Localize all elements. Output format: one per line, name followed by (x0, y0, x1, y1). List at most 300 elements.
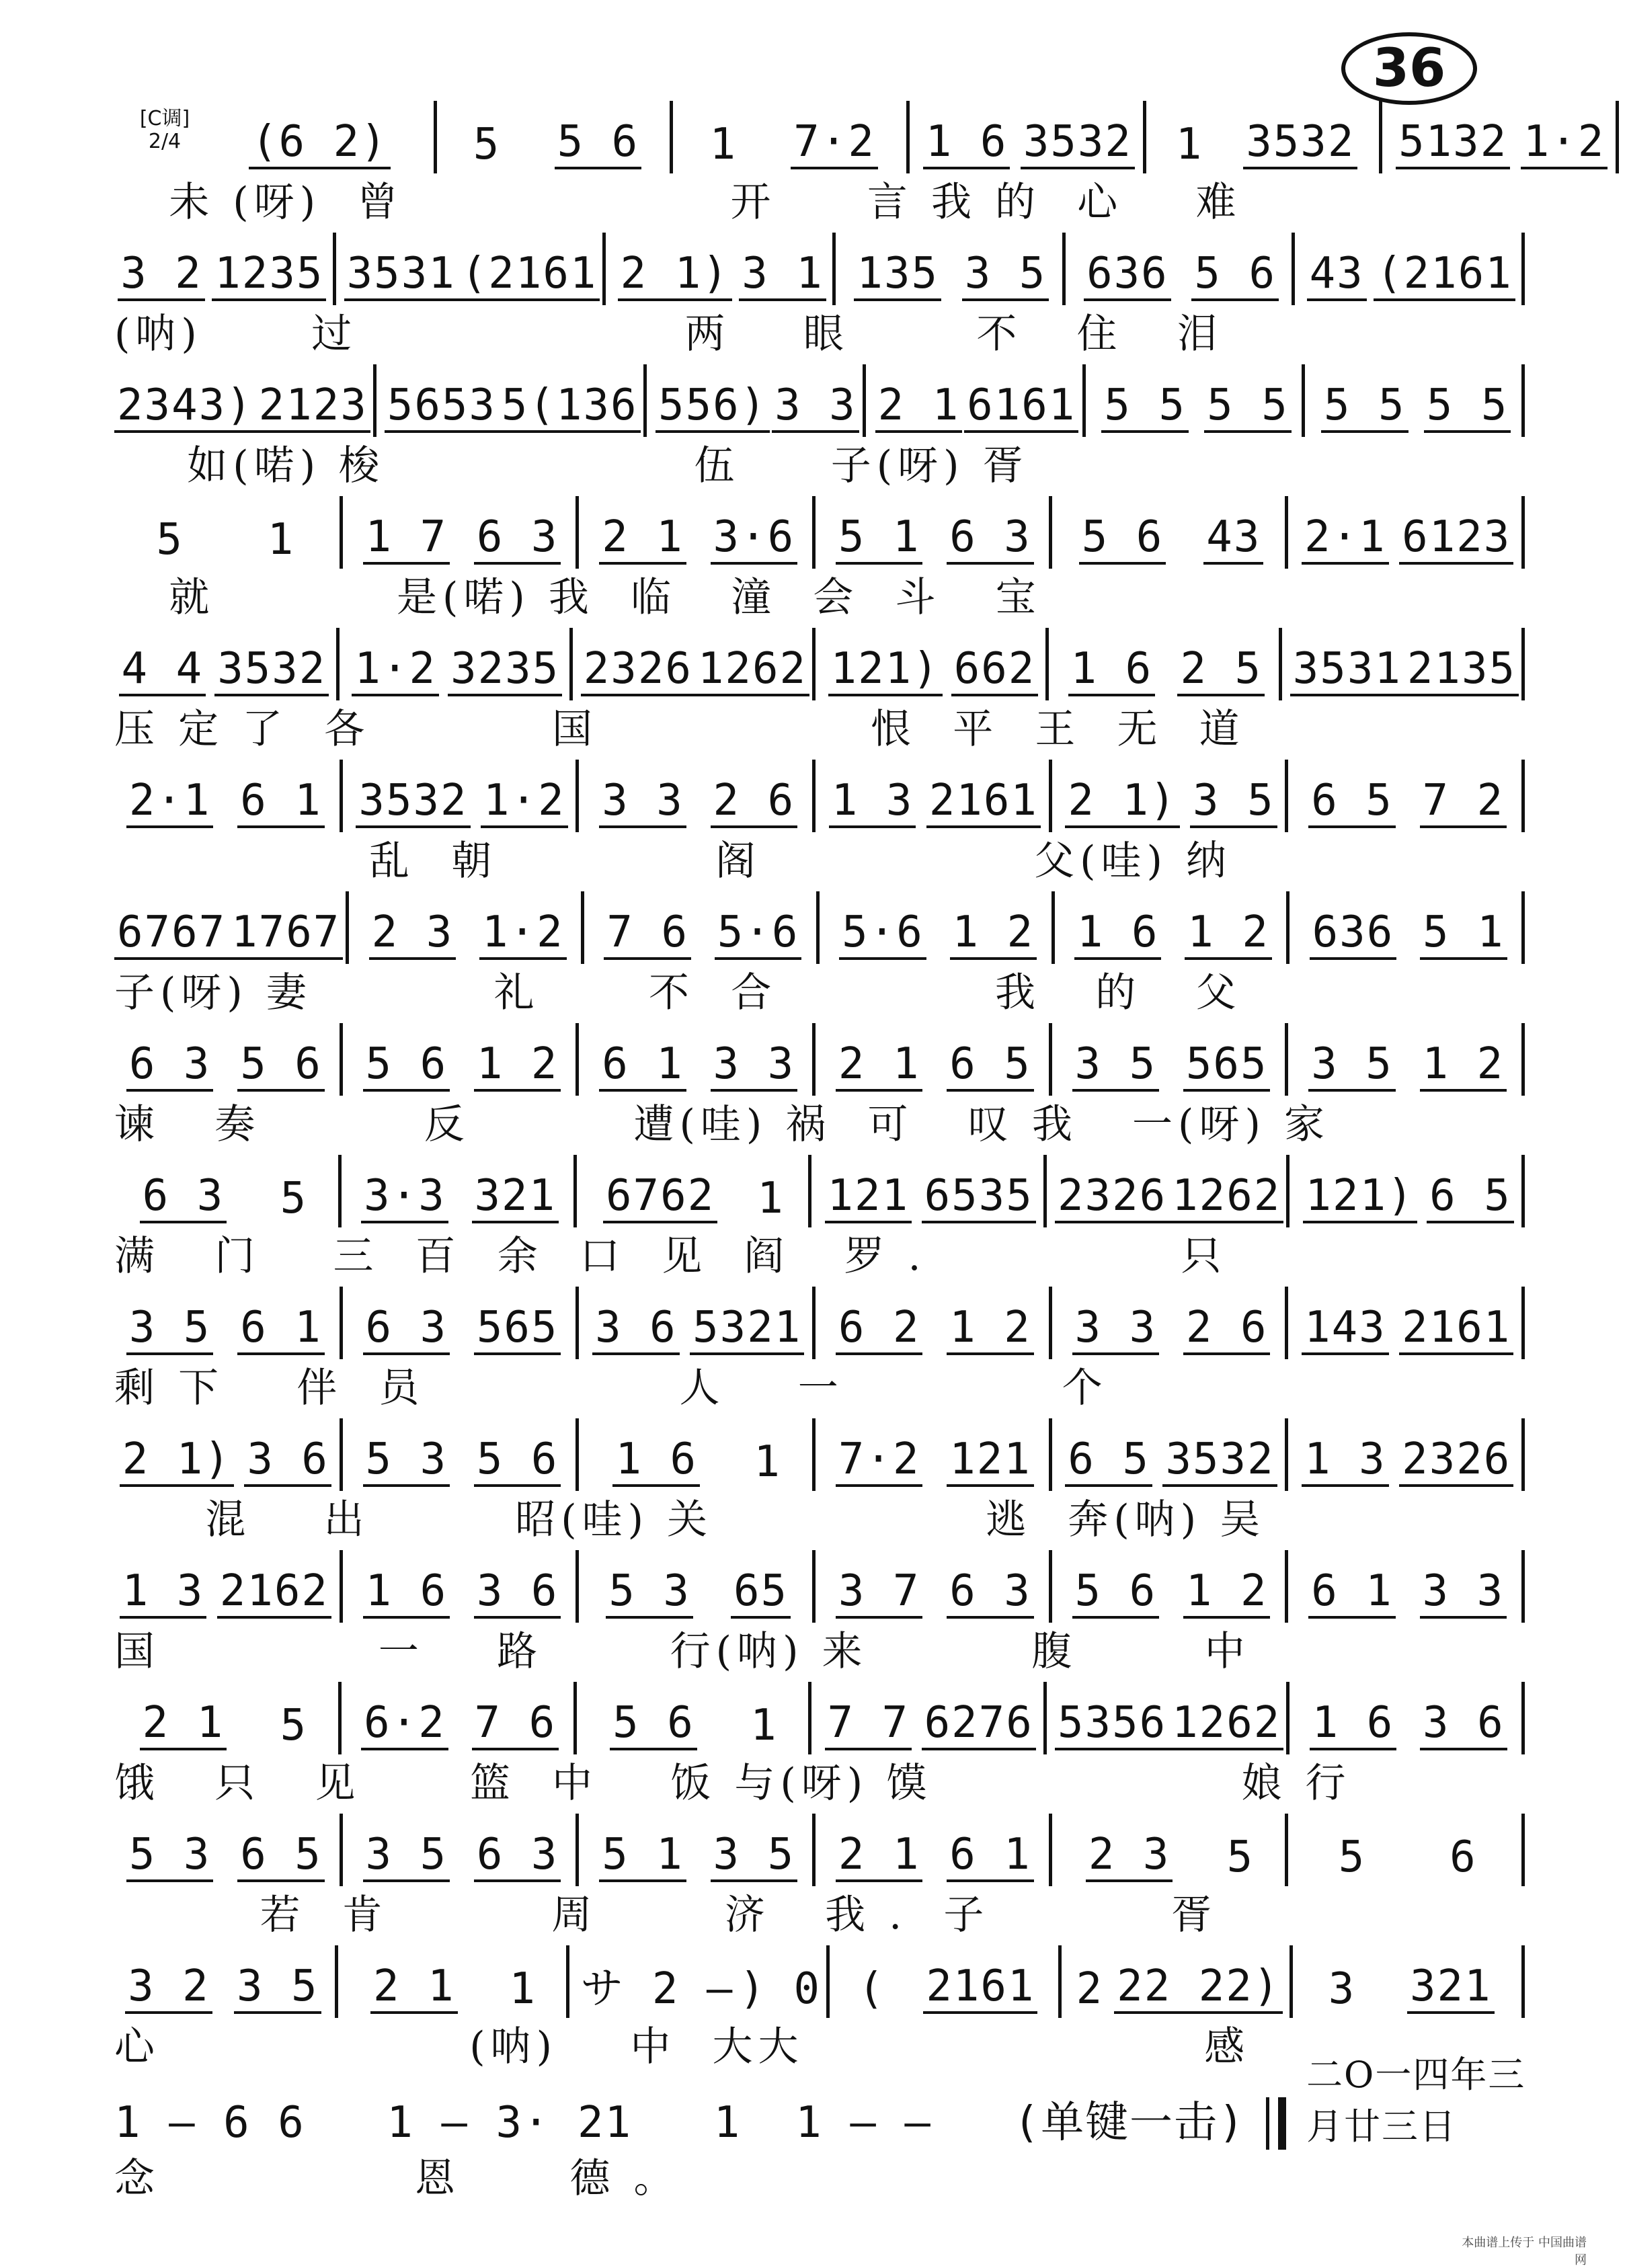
barline (1521, 1814, 1530, 1886)
barline (1379, 101, 1388, 173)
measure (1060, 1831, 1283, 1886)
measure (351, 1831, 573, 1886)
beat-group: 6 1 (599, 1041, 686, 1092)
final-notes-row (114, 2054, 1533, 2150)
beat-group: 321 (1407, 1963, 1495, 2014)
measure (114, 1041, 337, 1096)
score-system (114, 496, 1533, 628)
barline (1521, 364, 1530, 437)
measure (445, 118, 668, 173)
notes-row (114, 891, 1533, 964)
measure (828, 909, 1049, 964)
beat-group: 2 1 (140, 1699, 227, 1750)
measure (1060, 1436, 1283, 1491)
beat-group: 121) (1303, 1172, 1417, 1223)
key-time-signature: [C调] 2/4 (139, 107, 190, 153)
barline (346, 891, 354, 964)
beat-group: 1 2 (947, 1304, 1034, 1355)
score-system (114, 1550, 1533, 1682)
beat-group: 2326 (581, 645, 695, 696)
measure (357, 909, 578, 964)
beat-group: 5 1 (836, 514, 923, 565)
beat-group: 5 6 (474, 1436, 561, 1487)
barline (643, 364, 652, 437)
beat-group: 1 (757, 1174, 785, 1223)
beat-group: 1767 (229, 909, 343, 960)
score-system (114, 891, 1533, 1023)
beat-group: 6 2 (836, 1304, 923, 1355)
beat-group: 5 6 (363, 1041, 450, 1092)
beat-group: 3 3 (772, 382, 859, 433)
beat-group: 1262 (1169, 1699, 1283, 1750)
measure (1298, 1699, 1519, 1754)
beat-group: 3 (1328, 1964, 1356, 2014)
beat-group: 1 (709, 120, 737, 169)
measure (114, 1304, 337, 1359)
measure (1060, 1304, 1283, 1359)
beat-group: 3 5 (1072, 1041, 1160, 1092)
barline (1521, 1155, 1530, 1227)
measure (1390, 118, 1613, 173)
beat-group: 6276 (922, 1699, 1036, 1750)
barline (1521, 233, 1530, 305)
beat-group: 7 7 (825, 1699, 912, 1750)
measure (655, 382, 861, 437)
barline (1521, 1418, 1530, 1491)
notes-row (114, 364, 1533, 437)
measure (587, 1041, 809, 1096)
beat-group: 1262 (695, 645, 809, 696)
measure (114, 1699, 335, 1754)
measure (1298, 909, 1519, 964)
beat-group: 3 5 (126, 1304, 214, 1355)
barline (808, 1682, 817, 1754)
beat-group: 3 5 (363, 1831, 450, 1882)
beat-group: 2 6 (711, 777, 798, 828)
measure (824, 1041, 1046, 1096)
barline (1521, 1945, 1530, 2018)
notes-row (114, 1023, 1533, 1096)
barline (812, 1418, 821, 1491)
barline (812, 1287, 821, 1359)
barline (1051, 891, 1060, 964)
lyrics-row: 国 一 路 行(呐) 来 腹 中 (114, 1628, 1251, 1675)
beat-group: 2135 (1404, 645, 1519, 696)
beat-group: 6 1 (947, 1831, 1034, 1882)
notes-row (114, 233, 1533, 305)
beat-group: 121 (825, 1172, 912, 1223)
measure (824, 1436, 1046, 1491)
beat-group: 3 5 (711, 1831, 798, 1882)
barline (1286, 1155, 1295, 1227)
barline (1521, 891, 1530, 964)
beat-group: (2161 (459, 250, 600, 301)
barline (808, 1155, 817, 1227)
measure (1154, 118, 1377, 173)
barline (1285, 1023, 1294, 1096)
barline (1062, 233, 1071, 305)
beat-group: 1·2 (481, 777, 568, 828)
barline (1302, 364, 1310, 437)
beat-group: 5 (1338, 1832, 1366, 1882)
beat-group: 2123 (256, 382, 370, 433)
barline (581, 891, 590, 964)
barline (812, 496, 821, 569)
beat-group: 2 1) (618, 250, 732, 301)
lyrics-row: 剩 下 伴 员 人 一 个 (114, 1365, 1108, 1412)
beat-group: 3 5 (234, 1963, 321, 2014)
beat-group: 565 (474, 1304, 561, 1355)
beat-group: 1 6 (1074, 909, 1162, 960)
measure (918, 118, 1140, 173)
beat-group: 2161 (1399, 1304, 1513, 1355)
beat-group: 3 5 (962, 250, 1049, 301)
beat-group: 2 6 (1183, 1304, 1271, 1355)
barline (1043, 1155, 1052, 1227)
beat-group: 3 6 (1420, 1699, 1507, 1750)
notes-row (114, 628, 1533, 700)
beat-group: 3235 (448, 645, 562, 696)
barline (1285, 1550, 1294, 1623)
beat-group: 5 3 (126, 1831, 214, 1882)
beat-group: 5·6 (839, 909, 926, 960)
measure (1060, 514, 1283, 569)
beat-group: 5 (473, 120, 501, 169)
beat-group: 3 6 (244, 1436, 331, 1487)
measure (114, 1963, 332, 2018)
beat-group: 6·2 (361, 1699, 448, 1750)
beat-group: ( (858, 1964, 885, 2014)
beat-group: 1235 (212, 250, 326, 301)
beat-group: 1 2 (1185, 909, 1272, 960)
barline (812, 760, 821, 832)
beat-group: 2 1 (875, 382, 963, 433)
measure (585, 1172, 806, 1227)
beat-group: 5 (156, 515, 184, 565)
beat-group: 6161 (964, 382, 1078, 433)
barline (576, 760, 584, 832)
measure (1060, 1041, 1283, 1096)
measure (820, 1172, 1041, 1227)
lyrics-row: (呐) 过 两 眼 不 住 泪 (114, 311, 1223, 358)
measure (1055, 1172, 1283, 1227)
measure (1296, 514, 1519, 569)
date-signature: 二O一四年三月廿三日 (1306, 2054, 1526, 2148)
beat-group: 1·2 (1521, 118, 1608, 169)
beat-group: 22 22) (1114, 1963, 1283, 2014)
beat-group: 5 5 (1204, 382, 1292, 433)
beat-group: 3532 (356, 777, 470, 828)
beat-group: 3 3 (1072, 1304, 1160, 1355)
barline (826, 1945, 835, 2018)
barline (336, 628, 345, 700)
barline (333, 233, 342, 305)
beat-group: 6 3 (126, 1041, 214, 1092)
beat-group: 7 2 (1420, 777, 1507, 828)
beat-group: 3532 (214, 645, 329, 696)
measure (1298, 1172, 1519, 1227)
lyrics-row: 满 门 三 百 余 口 见 阎 罗 . 只 (114, 1233, 1227, 1280)
barline (338, 1682, 347, 1754)
beat-group: 2326 (1055, 1172, 1169, 1223)
beat-group: 2326 (1399, 1436, 1513, 1487)
measure (1296, 1436, 1519, 1491)
lyrics-row: 未 (呀) 曾 开 言 我 的 心 难 (114, 179, 1242, 226)
beat-group: 2 1) (1065, 777, 1179, 828)
measure (350, 1699, 571, 1754)
score-system (114, 628, 1533, 760)
score-system (114, 1682, 1533, 1814)
barline (1285, 760, 1294, 832)
beat-group: 5 3 (363, 1436, 450, 1487)
notes-row (114, 760, 1533, 832)
barline (816, 891, 825, 964)
beat-group: 3 3 (1420, 1568, 1507, 1619)
barline (340, 760, 348, 832)
beat-group: 2 3 (1086, 1831, 1173, 1882)
barline (1049, 496, 1058, 569)
beat-group: 6 3 (474, 1831, 561, 1882)
barline (602, 233, 611, 305)
measure (114, 1568, 337, 1623)
beat-group: 1 (754, 1437, 781, 1487)
beat-group: 5653 (385, 382, 499, 433)
beat-group: 662 (951, 645, 1039, 696)
measure (208, 118, 431, 173)
score-system (114, 1155, 1533, 1287)
beat-group: 2 1 (599, 514, 686, 565)
beat-group: 5321 (690, 1304, 804, 1355)
beat-group: 6 5 (1308, 777, 1396, 828)
beat-group: 1 2 (950, 909, 1037, 960)
beat-group: 5 (1226, 1832, 1255, 1882)
beat-group: 3·3 (361, 1172, 448, 1223)
beat-group: 1 3 (829, 777, 916, 828)
beat-group: 3 3 (711, 1041, 798, 1092)
barline (576, 1418, 584, 1491)
beat-group: 5 6 (237, 1041, 325, 1092)
measure (824, 1304, 1046, 1359)
barline (1049, 1550, 1058, 1623)
barline (1143, 101, 1152, 173)
beat-group: 5 6 (1191, 250, 1279, 301)
barline (1049, 1287, 1058, 1359)
notes-row (114, 1550, 1533, 1623)
beat-group: 5 (280, 1701, 308, 1750)
barline (1279, 628, 1287, 700)
barline (1043, 1682, 1052, 1754)
beat-group: 1 (267, 515, 295, 565)
measure (1313, 382, 1519, 437)
beat-group: 2 1) (120, 1436, 234, 1487)
beat-group: 2343) (114, 382, 256, 433)
measure (581, 645, 809, 700)
beat-group: 6123 (1399, 514, 1513, 565)
barline (812, 1814, 821, 1886)
measure (587, 1436, 809, 1491)
beat-group: 5 5 (1424, 382, 1511, 433)
beat-group: 6762 (603, 1172, 717, 1223)
beat-group: 1 2 (1183, 1568, 1271, 1619)
barline (1286, 1682, 1295, 1754)
measure (1070, 1963, 1287, 2018)
barline (335, 1945, 344, 2018)
site-watermark: 本曲谱上传于 中国曲谱网 (1462, 2236, 1587, 2267)
measure (350, 1172, 571, 1227)
measure (1296, 1834, 1519, 1886)
barline (1286, 891, 1295, 964)
barline (1285, 1287, 1294, 1359)
beat-group: 556) (656, 382, 770, 433)
measure (1296, 1568, 1519, 1623)
final-system (114, 2054, 1533, 2209)
measure (1296, 1304, 1519, 1359)
beat-group: 1 (1175, 120, 1203, 169)
notes-row (114, 101, 1627, 173)
barline (1521, 496, 1530, 569)
beat-group: 7 6 (604, 909, 691, 960)
beat-group: 5 6 (1079, 514, 1166, 565)
beat-group: 6 3 (140, 1172, 227, 1223)
barline (1045, 628, 1054, 700)
measure (351, 777, 573, 832)
lyrics-row: 饿 只 见 篮 中 饭 与(呀) 馍 娘 行 (114, 1760, 1351, 1807)
beat-group: 3 2 (125, 1963, 212, 2014)
beat-group: (2161 (1374, 250, 1515, 301)
score-system (114, 1023, 1533, 1155)
beat-group: 1 2 (1420, 1041, 1507, 1092)
beat-group: 1 6 (1310, 1699, 1397, 1750)
lyrics-row: 如(喏) 梭 伍 子(呀) 胥 (114, 442, 1029, 489)
beat-group: 1·2 (479, 909, 567, 960)
barline (1058, 1945, 1067, 2018)
beat-group: 7·2 (791, 118, 878, 169)
measure (587, 1304, 809, 1359)
barline (373, 364, 382, 437)
beat-group: 7 6 (472, 1699, 559, 1750)
score-system (114, 364, 1533, 496)
measure (838, 1963, 1056, 2018)
measure (578, 1966, 824, 2018)
notes-row (114, 1287, 1533, 1359)
beat-group: 2162 (217, 1568, 331, 1619)
beat-group: 1 6 (923, 118, 1010, 169)
score-system (114, 760, 1533, 891)
beat-group: 6 5 (237, 1831, 325, 1882)
beat-group: 2 5 (1177, 645, 1265, 696)
measure (824, 777, 1046, 832)
measure (114, 250, 330, 305)
beat-group: 3 6 (592, 1304, 680, 1355)
barline (906, 101, 915, 173)
beat-group: 6 (1450, 1832, 1477, 1882)
barline (576, 1023, 584, 1096)
measure (1301, 1963, 1519, 2018)
beat-group: 636 (1084, 250, 1171, 301)
measure (351, 1568, 573, 1623)
barline (1285, 1418, 1294, 1491)
measure (1063, 909, 1284, 964)
barline (338, 1155, 347, 1227)
measure (344, 250, 600, 305)
measure (351, 514, 573, 569)
measure (346, 1963, 564, 2018)
measure (114, 1831, 337, 1886)
beat-group: 5 3 (606, 1568, 693, 1619)
beat-group: 2 (1076, 1964, 1104, 2014)
beat-group: 1 6 (612, 1436, 700, 1487)
beat-group: 6 1 (1308, 1568, 1396, 1619)
barline (1285, 1814, 1294, 1886)
measure (351, 1304, 573, 1359)
final-double-barline (1266, 2097, 1286, 2150)
barline (1616, 101, 1624, 173)
beat-group: 121) (828, 645, 943, 696)
barline (340, 496, 348, 569)
barline (670, 101, 678, 173)
measure (114, 777, 337, 832)
measure (114, 1436, 337, 1491)
barline (576, 1814, 584, 1886)
measure (824, 514, 1046, 569)
measure (1074, 250, 1289, 305)
beat-group: 5356 (1055, 1699, 1169, 1750)
beat-group: 6 1 (237, 777, 325, 828)
beat-group: 135 (854, 250, 941, 301)
beat-group: 6535 (922, 1172, 1036, 1223)
beat-group: 1 3 (1302, 1436, 1389, 1487)
beat-group: 2161 (926, 777, 1041, 828)
barline (340, 1418, 348, 1491)
barline (1082, 364, 1091, 437)
measure (1060, 777, 1283, 832)
beat-group: 3 3 (599, 777, 686, 828)
beat-group: 5 5 (1101, 382, 1189, 433)
barline (1521, 1287, 1530, 1359)
beat-group: 143 (1302, 1304, 1389, 1355)
measure (114, 382, 370, 437)
measure (585, 1699, 806, 1754)
barline (340, 1023, 348, 1096)
final-notes: 1 — 6 6 1 — 3· 21 1 1 — — (单键一击) (114, 2098, 1246, 2148)
measure (348, 645, 567, 700)
beat-group: 3 2 (118, 250, 205, 301)
lyrics-row: 心 (呐) 中 大大 感 (114, 2023, 1251, 2070)
beat-group: 3532 (1021, 118, 1135, 169)
beat-group: 2 1 (836, 1831, 923, 1882)
score-system (114, 233, 1533, 364)
barline (1521, 1550, 1530, 1623)
barline (573, 1155, 582, 1227)
notes-row (114, 1814, 1533, 1886)
barline (1521, 628, 1530, 700)
beat-group: 7·2 (836, 1436, 923, 1487)
beat-group: 3531 (1290, 645, 1404, 696)
beat-group: 6 5 (1427, 1172, 1514, 1223)
barline (1289, 1945, 1298, 2018)
beat-group: 5 6 (1072, 1568, 1160, 1619)
beat-group: 5 1 (1420, 909, 1507, 960)
beat-group: 5·6 (715, 909, 802, 960)
lyrics-row: 混 出 昭(哇) 关 逃 奔(呐) 吴 (114, 1496, 1266, 1543)
beat-group: 6 5 (1065, 1436, 1152, 1487)
beat-group: 6 5 (947, 1041, 1034, 1092)
barline (832, 233, 841, 305)
measure (587, 514, 809, 569)
barline (1521, 760, 1530, 832)
measure (874, 382, 1080, 437)
beat-group: 5(136 (499, 382, 641, 433)
